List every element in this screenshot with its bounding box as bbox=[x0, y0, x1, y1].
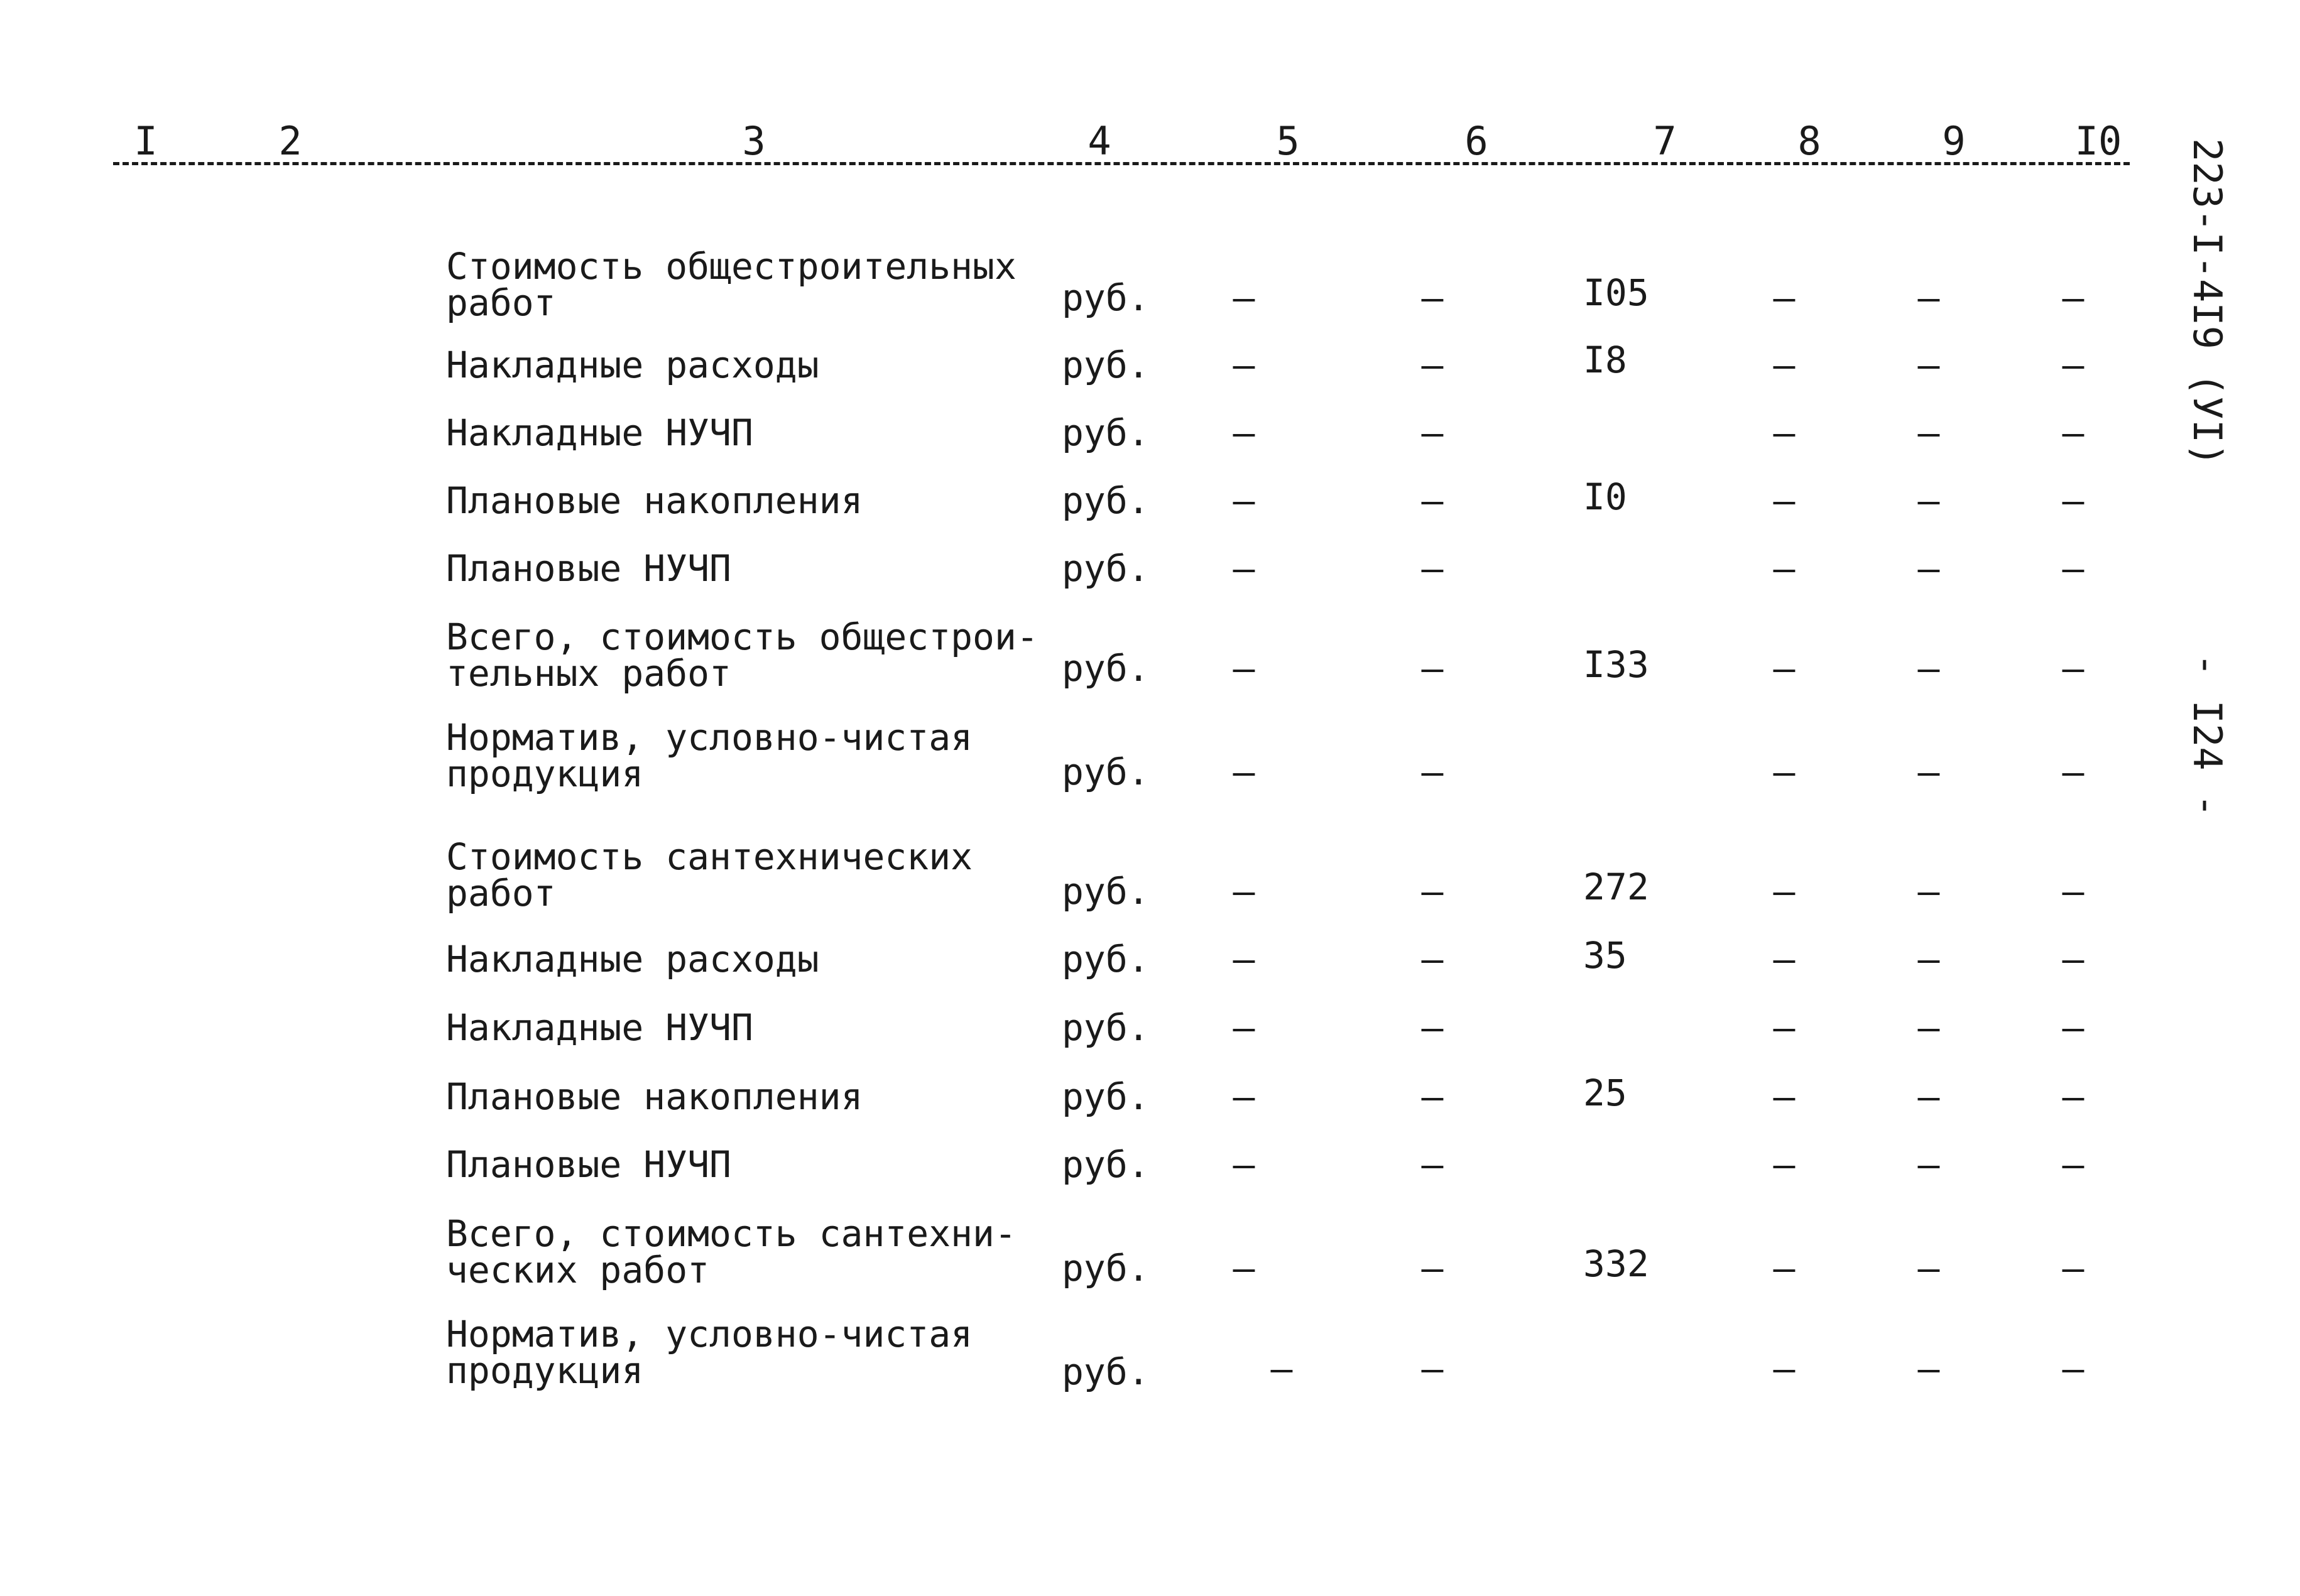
row-label: Всего, стоимость сантехни- ческих работ bbox=[446, 1212, 1016, 1291]
col8-cell: – bbox=[1773, 870, 1796, 913]
unit-cell: руб. bbox=[1062, 647, 1150, 690]
col8-cell: – bbox=[1773, 479, 1796, 522]
unit-cell: руб. bbox=[1062, 870, 1150, 913]
row-label: Стоимость сантехнических работ bbox=[446, 835, 973, 915]
col6-cell: – bbox=[1421, 1006, 1444, 1049]
col5-cell: – bbox=[1233, 751, 1255, 793]
col6-cell: – bbox=[1421, 411, 1444, 454]
col10-cell: – bbox=[2062, 1347, 2085, 1390]
col5-cell: – bbox=[1233, 411, 1255, 454]
unit-cell: руб. bbox=[1062, 479, 1150, 522]
row-label: Всего, стоимость общестрои- тельных работ bbox=[446, 616, 1038, 695]
column-number: I0 bbox=[2074, 118, 2122, 164]
row-label: Стоимость общестроительных работ bbox=[446, 245, 1016, 324]
col6-cell: – bbox=[1421, 1347, 1444, 1390]
unit-cell: руб. bbox=[1062, 1350, 1150, 1393]
col7-cell: 25 bbox=[1583, 1072, 1627, 1114]
row-label: Накладные НУЧП bbox=[446, 411, 753, 454]
unit-cell: руб. bbox=[1062, 751, 1150, 793]
col8-cell: – bbox=[1773, 1143, 1796, 1186]
col9-cell: – bbox=[1917, 647, 1940, 690]
col6-cell: – bbox=[1421, 276, 1444, 319]
col6-cell: – bbox=[1421, 1143, 1444, 1186]
row-label: Накладные расходы bbox=[446, 938, 819, 980]
col9-cell: – bbox=[1917, 276, 1940, 319]
col7-cell: I33 bbox=[1583, 643, 1649, 686]
row-label: Плановые НУЧП bbox=[446, 547, 731, 590]
col8-cell: – bbox=[1773, 411, 1796, 454]
col10-cell: – bbox=[2062, 1143, 2085, 1186]
col5-cell: – bbox=[1233, 647, 1255, 690]
col8-cell: – bbox=[1773, 1075, 1796, 1118]
col5-cell: – bbox=[1233, 479, 1255, 522]
col5-cell: – bbox=[1233, 547, 1255, 590]
col9-cell: – bbox=[1917, 479, 1940, 522]
unit-cell: руб. bbox=[1062, 547, 1150, 590]
col8-cell: – bbox=[1773, 938, 1796, 980]
col5-cell: – bbox=[1233, 938, 1255, 980]
row-label: Накладные НУЧП bbox=[446, 1006, 753, 1049]
row-label: Плановые накопления bbox=[446, 1075, 863, 1118]
col5-cell: – bbox=[1233, 276, 1255, 319]
col7-cell: 35 bbox=[1583, 934, 1627, 977]
col5-cell: – bbox=[1233, 870, 1255, 913]
row-label: Плановые НУЧП bbox=[446, 1143, 731, 1186]
col10-cell: – bbox=[2062, 411, 2085, 454]
col6-cell: – bbox=[1421, 938, 1444, 980]
unit-cell: руб. bbox=[1062, 1006, 1150, 1049]
col6-cell: – bbox=[1421, 751, 1444, 793]
row-label: Норматив, условно-чистая продукция bbox=[446, 716, 973, 795]
unit-cell: руб. bbox=[1062, 411, 1150, 454]
col8-cell: – bbox=[1773, 751, 1796, 793]
col6-cell: – bbox=[1421, 870, 1444, 913]
col8-cell: – bbox=[1773, 276, 1796, 319]
col9-cell: – bbox=[1917, 344, 1940, 386]
column-number: 5 bbox=[1276, 118, 1300, 164]
page-number: - I24 - bbox=[2184, 653, 2230, 818]
col9-cell: – bbox=[1917, 547, 1940, 590]
col8-cell: – bbox=[1773, 647, 1796, 690]
col5-cell: – bbox=[1233, 344, 1255, 386]
col9-cell: – bbox=[1917, 1006, 1940, 1049]
row-label: Норматив, условно-чистая продукция bbox=[446, 1313, 973, 1392]
col9-cell: – bbox=[1917, 751, 1940, 793]
col8-cell: – bbox=[1773, 344, 1796, 386]
col6-cell: – bbox=[1421, 547, 1444, 590]
col10-cell: – bbox=[2062, 1075, 2085, 1118]
col7-cell: I8 bbox=[1583, 339, 1627, 381]
column-number: 3 bbox=[742, 118, 766, 164]
col10-cell: – bbox=[2062, 276, 2085, 319]
col8-cell: – bbox=[1773, 1247, 1796, 1289]
col7-cell: I05 bbox=[1583, 271, 1649, 314]
col6-cell: – bbox=[1421, 479, 1444, 522]
column-number: 9 bbox=[1942, 118, 1966, 164]
unit-cell: руб. bbox=[1062, 344, 1150, 386]
unit-cell: руб. bbox=[1062, 1143, 1150, 1186]
column-number: 8 bbox=[1797, 118, 1821, 164]
col7-cell: 272 bbox=[1583, 866, 1649, 908]
col5-cell: – bbox=[1233, 1075, 1255, 1118]
col7-cell: 332 bbox=[1583, 1242, 1649, 1285]
col10-cell: – bbox=[2062, 647, 2085, 690]
col10-cell: – bbox=[2062, 344, 2085, 386]
col9-cell: – bbox=[1917, 1143, 1940, 1186]
column-number: 6 bbox=[1464, 118, 1488, 164]
col10-cell: – bbox=[2062, 751, 2085, 793]
col9-cell: – bbox=[1917, 938, 1940, 980]
col10-cell: – bbox=[2062, 1247, 2085, 1289]
col5-cell: – bbox=[1270, 1347, 1293, 1390]
unit-cell: руб. bbox=[1062, 938, 1150, 980]
unit-cell: руб. bbox=[1062, 276, 1150, 319]
col8-cell: – bbox=[1773, 1006, 1796, 1049]
col6-cell: – bbox=[1421, 647, 1444, 690]
unit-cell: руб. bbox=[1062, 1247, 1150, 1289]
row-label: Накладные расходы bbox=[446, 344, 819, 386]
column-number: 7 bbox=[1653, 118, 1677, 164]
document-code: 223-I-4I9 (УI) bbox=[2184, 138, 2230, 467]
column-number: 2 bbox=[278, 118, 302, 164]
col5-cell: – bbox=[1233, 1143, 1255, 1186]
col10-cell: – bbox=[2062, 870, 2085, 913]
column-number: 4 bbox=[1087, 118, 1111, 164]
row-label: Плановые накопления bbox=[446, 479, 863, 522]
col6-cell: – bbox=[1421, 1247, 1444, 1289]
col10-cell: – bbox=[2062, 938, 2085, 980]
col8-cell: – bbox=[1773, 547, 1796, 590]
col9-cell: – bbox=[1917, 1075, 1940, 1118]
col10-cell: – bbox=[2062, 547, 2085, 590]
col5-cell: – bbox=[1233, 1247, 1255, 1289]
col10-cell: – bbox=[2062, 1006, 2085, 1049]
col10-cell: – bbox=[2062, 479, 2085, 522]
col6-cell: – bbox=[1421, 344, 1444, 386]
col9-cell: – bbox=[1917, 1247, 1940, 1289]
col9-cell: – bbox=[1917, 1347, 1940, 1390]
column-number: I bbox=[134, 118, 158, 164]
col7-cell: I0 bbox=[1583, 475, 1627, 518]
col9-cell: – bbox=[1917, 870, 1940, 913]
col8-cell: – bbox=[1773, 1347, 1796, 1390]
col5-cell: – bbox=[1233, 1006, 1255, 1049]
col6-cell: – bbox=[1421, 1075, 1444, 1118]
unit-cell: руб. bbox=[1062, 1075, 1150, 1118]
col9-cell: – bbox=[1917, 411, 1940, 454]
